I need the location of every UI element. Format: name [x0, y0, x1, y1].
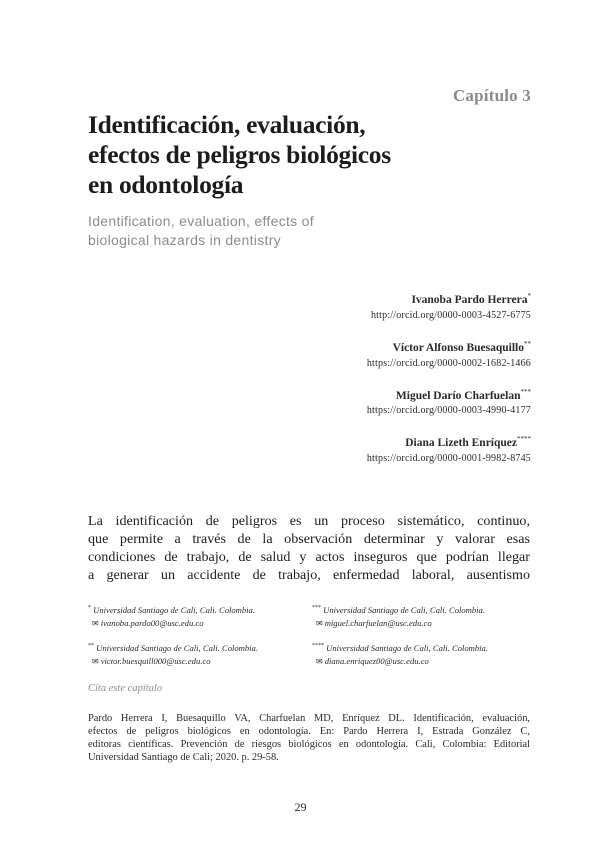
- page-number: 29: [294, 800, 307, 814]
- footnote-email[interactable]: ✉ miguel.charfuelan@usc.edu.co: [312, 617, 527, 630]
- footnote-affiliation: Universidad Santiago de Cali, Cali. Colombia.: [96, 642, 259, 653]
- author-name-text: Miguel Darío Charfuelan: [395, 389, 521, 402]
- cite-label: Cita este capítulo: [88, 683, 163, 694]
- footnote-mark: ****: [312, 643, 324, 649]
- footnote: [88, 602, 303, 630]
- footnote-mark: *: [527, 292, 531, 300]
- chapter-label: Capítulo 3: [452, 86, 531, 105]
- footnote-affiliation: Universidad Santiago de Cali, Cali. Colombia.: [323, 604, 486, 615]
- abstract-line: La identificación de peligros es un proceso sistemático, continuo,: [88, 513, 530, 529]
- footnote-email[interactable]: ✉ victor.buesquill000@usc.edu.co: [88, 655, 303, 668]
- chapter-title: [88, 110, 508, 200]
- citation-line: Universidad Santiago de Cali; 2020. p. 29-58.: [88, 752, 279, 763]
- citation-line: efectos de peligros biológicos en odontología. En: Pardo Herrera I, Estrada González C,: [88, 726, 530, 737]
- author-entry: [367, 336, 531, 372]
- author-name: [367, 384, 531, 404]
- subtitle-line: biological hazards in dentistry: [88, 232, 281, 248]
- abstract-line: que permite a través de la observación determinar y valorar esas: [88, 531, 530, 547]
- footnote: [88, 640, 303, 668]
- author-orcid-link[interactable]: https://orcid.org/0000-0003-4990-4177: [366, 405, 531, 417]
- citation-line: Pardo Herrera I, Buesaquillo VA, Charfuelan MD, Enríquez DL. Identificación, evaluación,: [88, 713, 530, 724]
- author-name-text: Víctor Alfonso Buesaquillo: [392, 341, 524, 354]
- footnote-mark: ***: [520, 387, 531, 396]
- author-name-text: Ivanoba Pardo Herrera: [411, 293, 528, 306]
- footnote-mark: ****: [517, 435, 531, 444]
- author-orcid-link[interactable]: https://orcid.org/0000-0002-1682-1466: [366, 357, 531, 369]
- footnote: [312, 640, 527, 668]
- footnote-affiliation: Universidad Santiago de Cali, Cali. Colombia.: [93, 604, 256, 615]
- footnote-email[interactable]: ✉ diana.enriquez00@usc.edu.co: [312, 655, 527, 668]
- chapter-subtitle: [88, 212, 388, 250]
- footnote: [312, 602, 527, 630]
- author-orcid-link[interactable]: http://orcid.org/0000-0003-4527-6775: [370, 309, 531, 321]
- author-orcid-link[interactable]: https://orcid.org/0000-0001-9982-8745: [366, 453, 531, 465]
- subtitle-line: Identification, evaluation, effects of: [88, 213, 314, 229]
- author-entry: [367, 431, 531, 467]
- footnote-mark: *: [88, 605, 91, 611]
- abstract-line: a generar un accidente de trabajo, enfermedad laboral, ausentismo: [88, 567, 530, 583]
- abstract-line: condiciones de trabajo, de salud y actos inseguros que podrían llegar: [88, 549, 530, 565]
- title-line: Identificación, evaluación,: [88, 110, 366, 139]
- author-entry: [367, 288, 531, 324]
- author-name: [367, 431, 531, 451]
- footnote-mark: **: [524, 339, 531, 348]
- footnote-email[interactable]: ✉ ivanoba.pardo00@usc.edu.co: [88, 617, 303, 630]
- author-list: [367, 288, 531, 479]
- footnote-mark: ***: [312, 605, 321, 611]
- author-name: [367, 336, 531, 356]
- abstract-paragraph: [88, 512, 530, 584]
- author-name-text: Diana Lizeth Enríquez: [405, 437, 517, 450]
- author-entry: [367, 384, 531, 420]
- citation: [88, 712, 530, 764]
- footnote-mark: **: [88, 643, 94, 649]
- citation-line: editoras científicas. Prevención de riesgos biológicos en odontología. Cali, Colombia: Editorial: [88, 739, 530, 750]
- author-name: [367, 288, 531, 308]
- footnote-affiliation: Universidad Santiago de Cali, Cali. Colombia.: [326, 642, 489, 653]
- title-line: en odontología: [88, 170, 244, 199]
- title-line: efectos de peligros biológicos: [88, 140, 391, 169]
